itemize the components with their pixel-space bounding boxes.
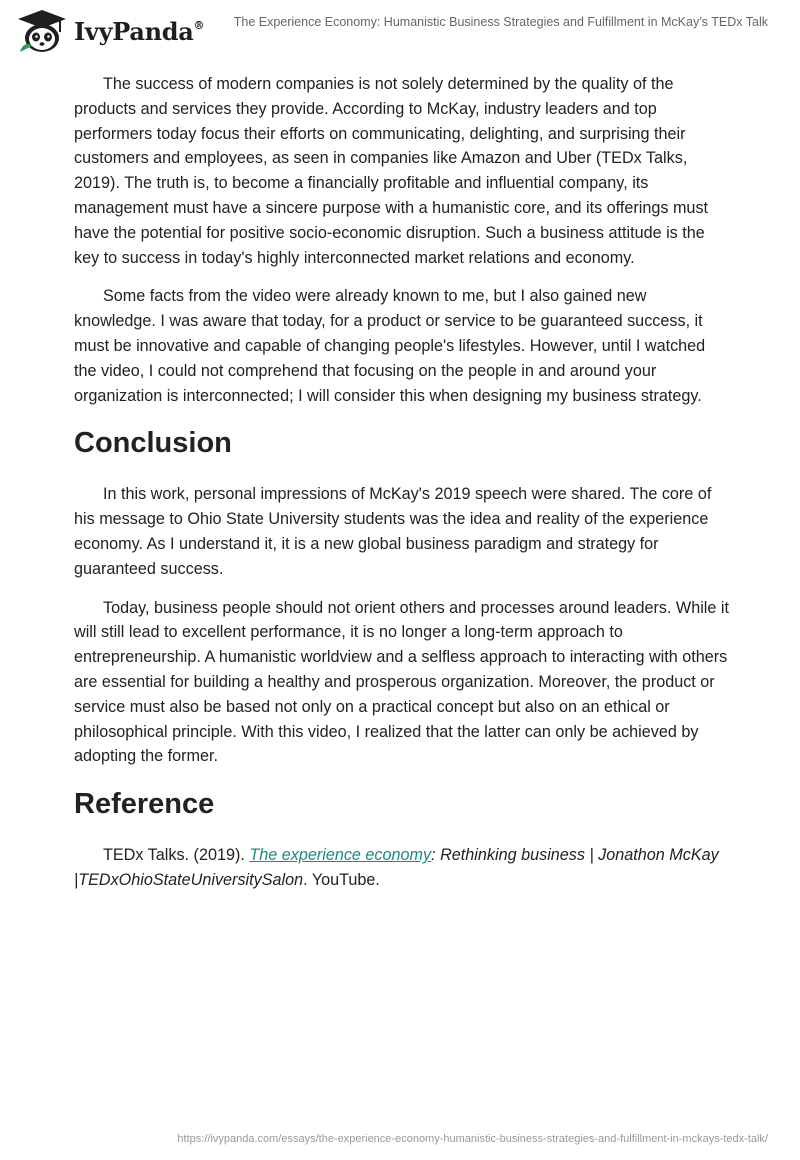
- conclusion-heading: Conclusion: [74, 427, 232, 460]
- reference-prefix: TEDx Talks. (2019).: [103, 846, 250, 865]
- page-header: [0, 0, 800, 62]
- reference-suffix: . YouTube.: [303, 870, 380, 889]
- reference-entry: [74, 843, 730, 893]
- document-title: The Experience Economy: Humanistic Business Strategies and Fulfillment in McKay’s TEDx Talk: [233, 15, 768, 29]
- reference-title-rest: : Rethinking business | Jonathon McKay |TEDxOhioStateUniversitySalon: [74, 846, 719, 889]
- body-paragraph: Some facts from the video were already known to me, but I also gained new knowledge. I was aware that today, for a product or service to be guaranteed success, it must be innovative and capable of changing people's lifestyles. However, until I watched the video, I could not comprehend that focusing on the people in and around your organization is interconnected; I will consider this when designing my business strategy.: [74, 287, 706, 405]
- body-paragraph: In this work, personal impressions of McKay's 2019 speech were shared. The core of his message to Ohio State University students was the idea and reality of the experience economy. As I understand it, it is a new global business paradigm and strategy for guaranteed success.: [74, 485, 712, 578]
- footer-url[interactable]: https://ivypanda.com/essays/the-experience-economy-humanistic-business-strategies-and-fulfillment-in-mckays-tedx-talk/: [177, 1133, 768, 1145]
- body-paragraph: Today, business people should not orient others and processes around leaders. While it will still lead to excellent performance, it is no longer a long-term approach to entrepreneurship. A humanistic worldview and a selfless approach to interacting with others are essential for building a healthy and prosperous organization. Moreover, the product or service must also be based not only on a practical concept but also on an ethical or philosophical principle. With this video, I realized that the latter can only be achieved by adopting the former.: [74, 598, 729, 766]
- essay-body: [74, 72, 730, 907]
- reference-link[interactable]: The experience economy: [249, 846, 432, 865]
- panda-graduate-icon: [14, 8, 70, 54]
- brand-name: IvyPanda®: [74, 16, 205, 46]
- reference-heading: Reference: [74, 788, 215, 821]
- body-paragraph: The success of modern companies is not solely determined by the quality of the products and services they provide. According to McKay, industry leaders and top performers today focus their efforts on communicating, delighting, and surprising their customers and employees, as seen in companies like Amazon and Uber (TEDx Talks, 2019). The truth is, to become a financially profitable and influential company, its management must have a sincere purpose with a humanistic core, and its offerings must have the potential for positive socio-economic disruption. Such a business attitude is the key to success in today's highly interconnected market relations and economy.: [74, 75, 709, 267]
- ivypanda-logo[interactable]: [14, 8, 204, 54]
